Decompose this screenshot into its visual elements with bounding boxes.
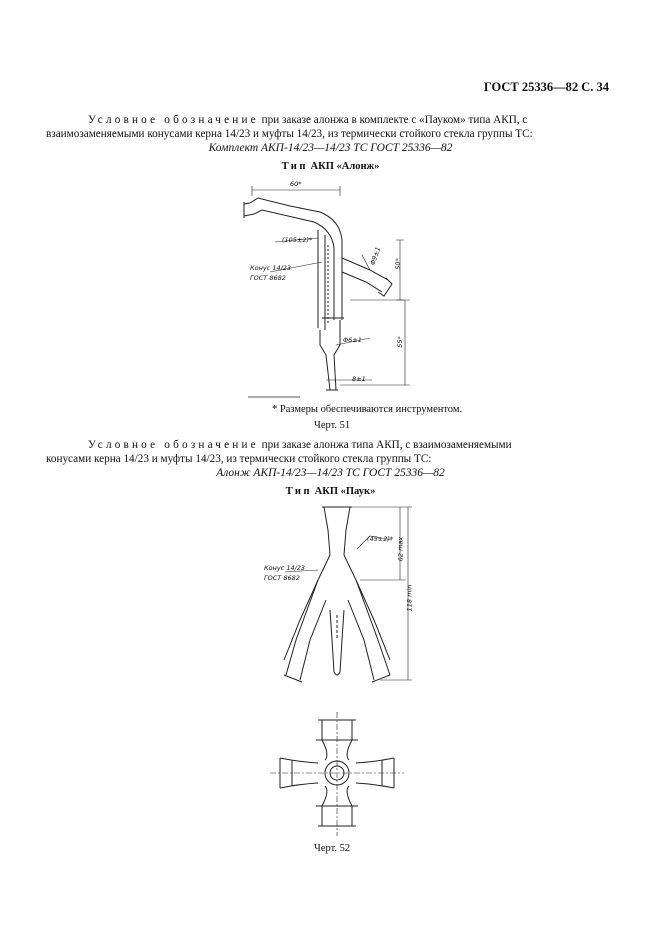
paragraph-2-line-2: конусами керна 14/23 и муфты 14/23, из термически стойкого стекла группы ТС: bbox=[46, 453, 432, 465]
cone-label-52-a: Конус 14/23 bbox=[264, 564, 306, 572]
paragraph-text: при заказе алонжа в комплекте с «Пауком» типа АКП, с bbox=[258, 114, 528, 126]
page-header: ГОСТ 25336—82 С. 34 bbox=[483, 80, 609, 94]
spaced-heading: Условное обозначение bbox=[88, 439, 259, 451]
dim-118: 118 min bbox=[405, 584, 414, 612]
dim-55: 55* bbox=[395, 336, 404, 348]
spaced-heading: Условное обозначение bbox=[88, 114, 259, 126]
designation-formula-1: Комплект АКП-14/23—14/23 ТС ГОСТ 25336—82 bbox=[208, 142, 453, 154]
type-name: АКП «Паук» bbox=[312, 486, 376, 497]
type-word: Тип bbox=[281, 161, 308, 172]
dim-45: (45±2)* bbox=[367, 535, 394, 543]
cone-label-51-b: ГОСТ 8682 bbox=[250, 274, 286, 282]
cone-label-51-a: Конус 14/23 bbox=[250, 264, 292, 272]
dim-60: 60* bbox=[290, 180, 302, 188]
dim-phi9: Φ9±1 bbox=[368, 245, 383, 267]
dim-8: 8±1 bbox=[352, 375, 366, 383]
dim-105: (105±2)* bbox=[282, 236, 313, 244]
type-word: Тип bbox=[285, 486, 313, 497]
dim-62: 62 max bbox=[396, 536, 405, 562]
paragraph-text: при заказе алонжа типа АКП, с взаимозаменяемыми bbox=[258, 439, 512, 451]
figure-52-caption: Черт. 52 bbox=[314, 843, 351, 854]
designation-formula-2: Алонж АКП-14/23—14/23 ТС ГОСТ 25336—82 bbox=[216, 467, 445, 479]
figure-51-caption: Черт. 51 bbox=[314, 420, 351, 431]
dim-phi6: Φ6±1 bbox=[343, 336, 362, 344]
type-name: АКП «Алонж» bbox=[307, 161, 380, 172]
footnote: * Размеры обеспечиваются инструментом. bbox=[272, 404, 463, 415]
paragraph-1-line-2: взаимозаменяемыми конусами керна 14/23 и муфты 14/23, из термически стойкого стекла группы ТС: bbox=[46, 128, 533, 140]
cone-label-52-b: ГОСТ 8682 bbox=[264, 574, 300, 582]
dim-50: 50* bbox=[393, 258, 402, 270]
